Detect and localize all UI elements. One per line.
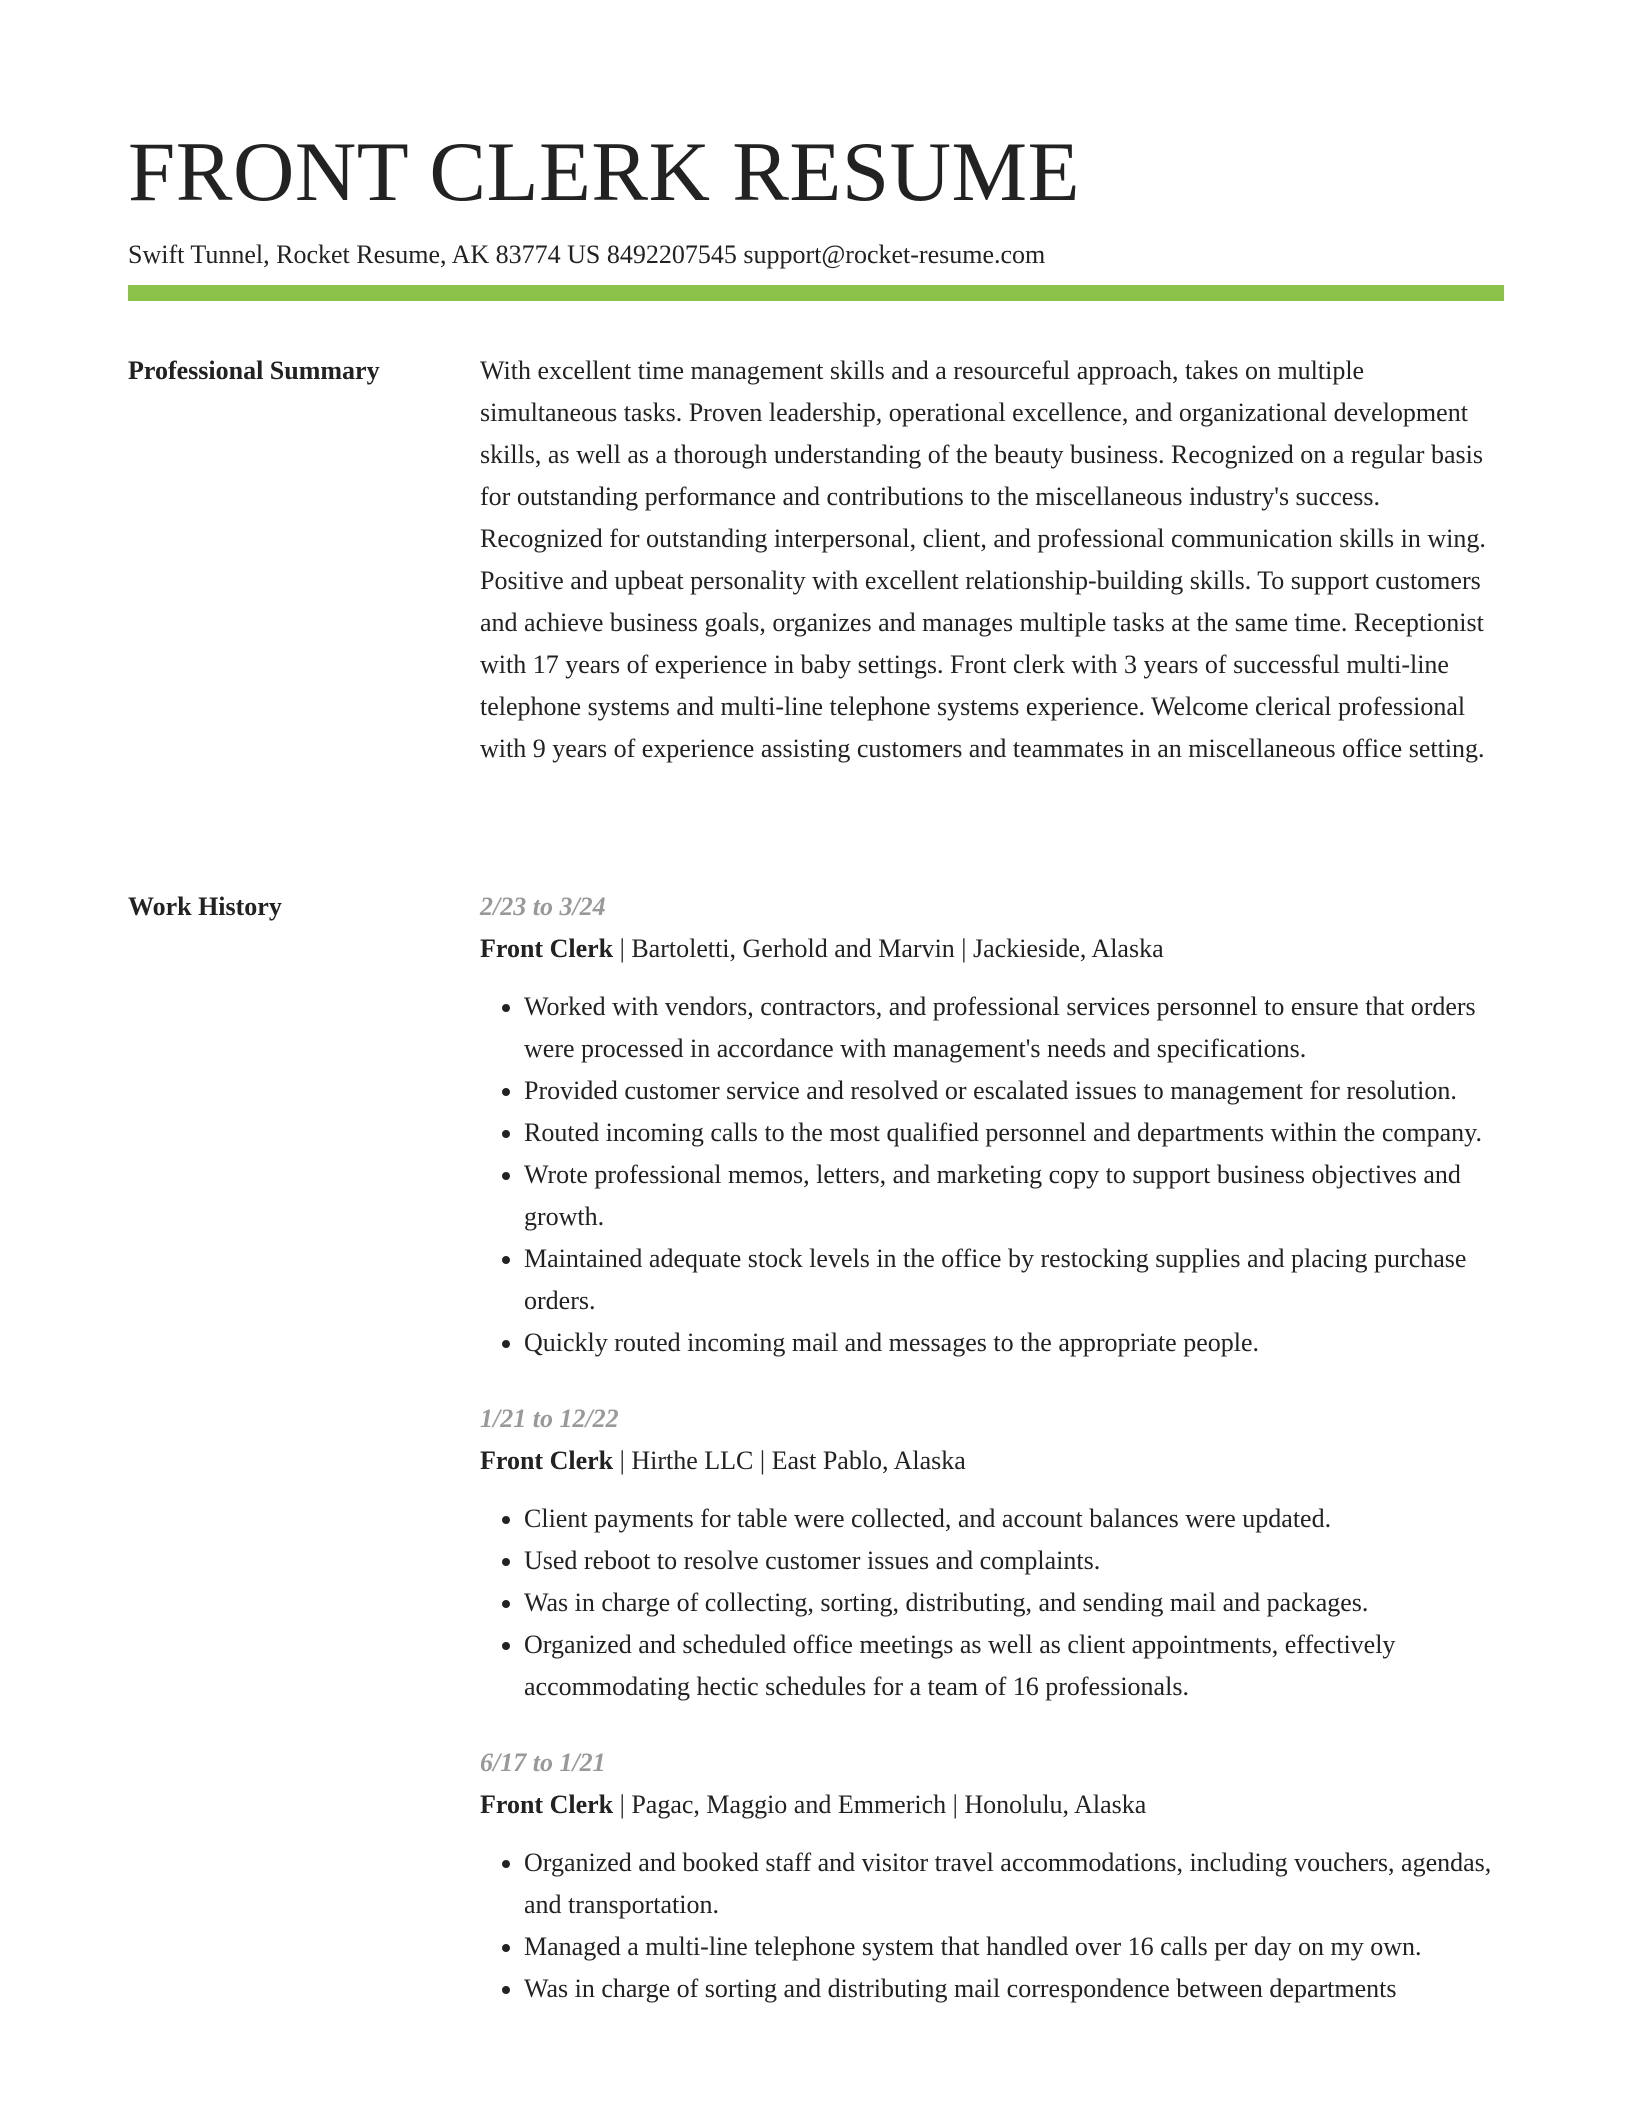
job-bullet: • Used reboot to resolve customer issues and complaints. xyxy=(524,1540,1504,1582)
section-title-work: Work History xyxy=(128,892,282,921)
work-history-body xyxy=(480,886,1504,2044)
job-date: 2/23 to 3/24 xyxy=(480,892,606,921)
job-bullet-list xyxy=(480,986,1504,1364)
job-bullet: • Maintained adequate stock levels in the office by restocking supplies and placing purchase orders. xyxy=(524,1238,1504,1322)
job-date: 1/21 to 12/22 xyxy=(480,1404,619,1433)
accent-divider xyxy=(128,285,1504,301)
professional-summary-section xyxy=(128,350,1504,770)
job-title: Front Clerk xyxy=(480,1790,614,1819)
job-bullet: • Routed incoming calls to the most qualified personnel and departments within the company. xyxy=(524,1112,1504,1154)
job-bullet: • Organized and booked staff and visitor travel accommodations, including vouchers, agendas, and transportation. xyxy=(524,1842,1504,1926)
section-title-summary: Professional Summary xyxy=(128,356,380,385)
job-bullet: • Worked with vendors, contractors, and professional services personnel to ensure that orders were processed in accordance with management's needs and specifications. xyxy=(524,986,1504,1070)
resume-title: FRONT CLERK RESUME xyxy=(128,125,1081,219)
job-entry xyxy=(480,1398,1504,1708)
summary-body xyxy=(480,350,1504,770)
job-details: | Hirthe LLC | East Pablo, Alaska xyxy=(613,1446,966,1475)
job-bullet: • Managed a multi-line telephone system that handled over 16 calls per day on my own. xyxy=(524,1926,1504,1968)
job-bullet: • Was in charge of collecting, sorting, distributing, and sending mail and packages. xyxy=(524,1582,1504,1624)
job-entry xyxy=(480,886,1504,1364)
job-entry xyxy=(480,1742,1504,2010)
job-details: | Bartoletti, Gerhold and Marvin | Jackieside, Alaska xyxy=(613,934,1164,963)
job-bullet: • Client payments for table were collected, and account balances were updated. xyxy=(524,1498,1504,1540)
summary-text: With excellent time management skills and a resourceful approach, takes on multiple simultaneous tasks. Proven leadership, operational excellence, and organizational development skills, as well as a thorough understanding of the beauty business. Recognized on a regular basis for outstanding performance and contributions to the miscellaneous industry's success. Recognized for outstanding interpersonal, client, and professional communication skills in wing. Positive and upbeat personality with excellent relationship-building skills. To support customers and achieve business goals, organizes and manages multiple tasks at the same time. Receptionist with 17 years of experience in baby settings. Front clerk with 3 years of successful multi-line telephone systems and multi-line telephone systems experience. Welcome clerical professional with 9 years of experience assisting customers and teammates in an miscellaneous office setting. xyxy=(480,356,1486,763)
job-bullet: • Wrote professional memos, letters, and marketing copy to support business objectives and growth. xyxy=(524,1154,1504,1238)
resume-header xyxy=(128,118,1504,272)
job-bullet: • Organized and scheduled office meetings as well as client appointments, effectively accommodating hectic schedules for a team of 16 professionals. xyxy=(524,1624,1504,1708)
job-bullet: • Quickly routed incoming mail and messages to the appropriate people. xyxy=(524,1322,1504,1364)
work-history-section xyxy=(128,886,1504,2044)
job-bullet: • Provided customer service and resolved or escalated issues to management for resolution. xyxy=(524,1070,1504,1112)
job-heading xyxy=(480,1784,1504,1826)
job-title: Front Clerk xyxy=(480,1446,614,1475)
contact-line: Swift Tunnel, Rocket Resume, AK 83774 US 8492207545 support@rocket-resume.com xyxy=(128,240,1046,269)
job-heading xyxy=(480,928,1504,970)
job-heading xyxy=(480,1440,1504,1482)
job-bullet: • Was in charge of sorting and distributing mail correspondence between departments xyxy=(524,1968,1504,2010)
job-title: Front Clerk xyxy=(480,934,614,963)
job-bullet-list xyxy=(480,1498,1504,1708)
job-bullet-list xyxy=(480,1842,1504,2010)
job-date: 6/17 to 1/21 xyxy=(480,1748,606,1777)
job-details: | Pagac, Maggio and Emmerich | Honolulu, Alaska xyxy=(613,1790,1147,1819)
